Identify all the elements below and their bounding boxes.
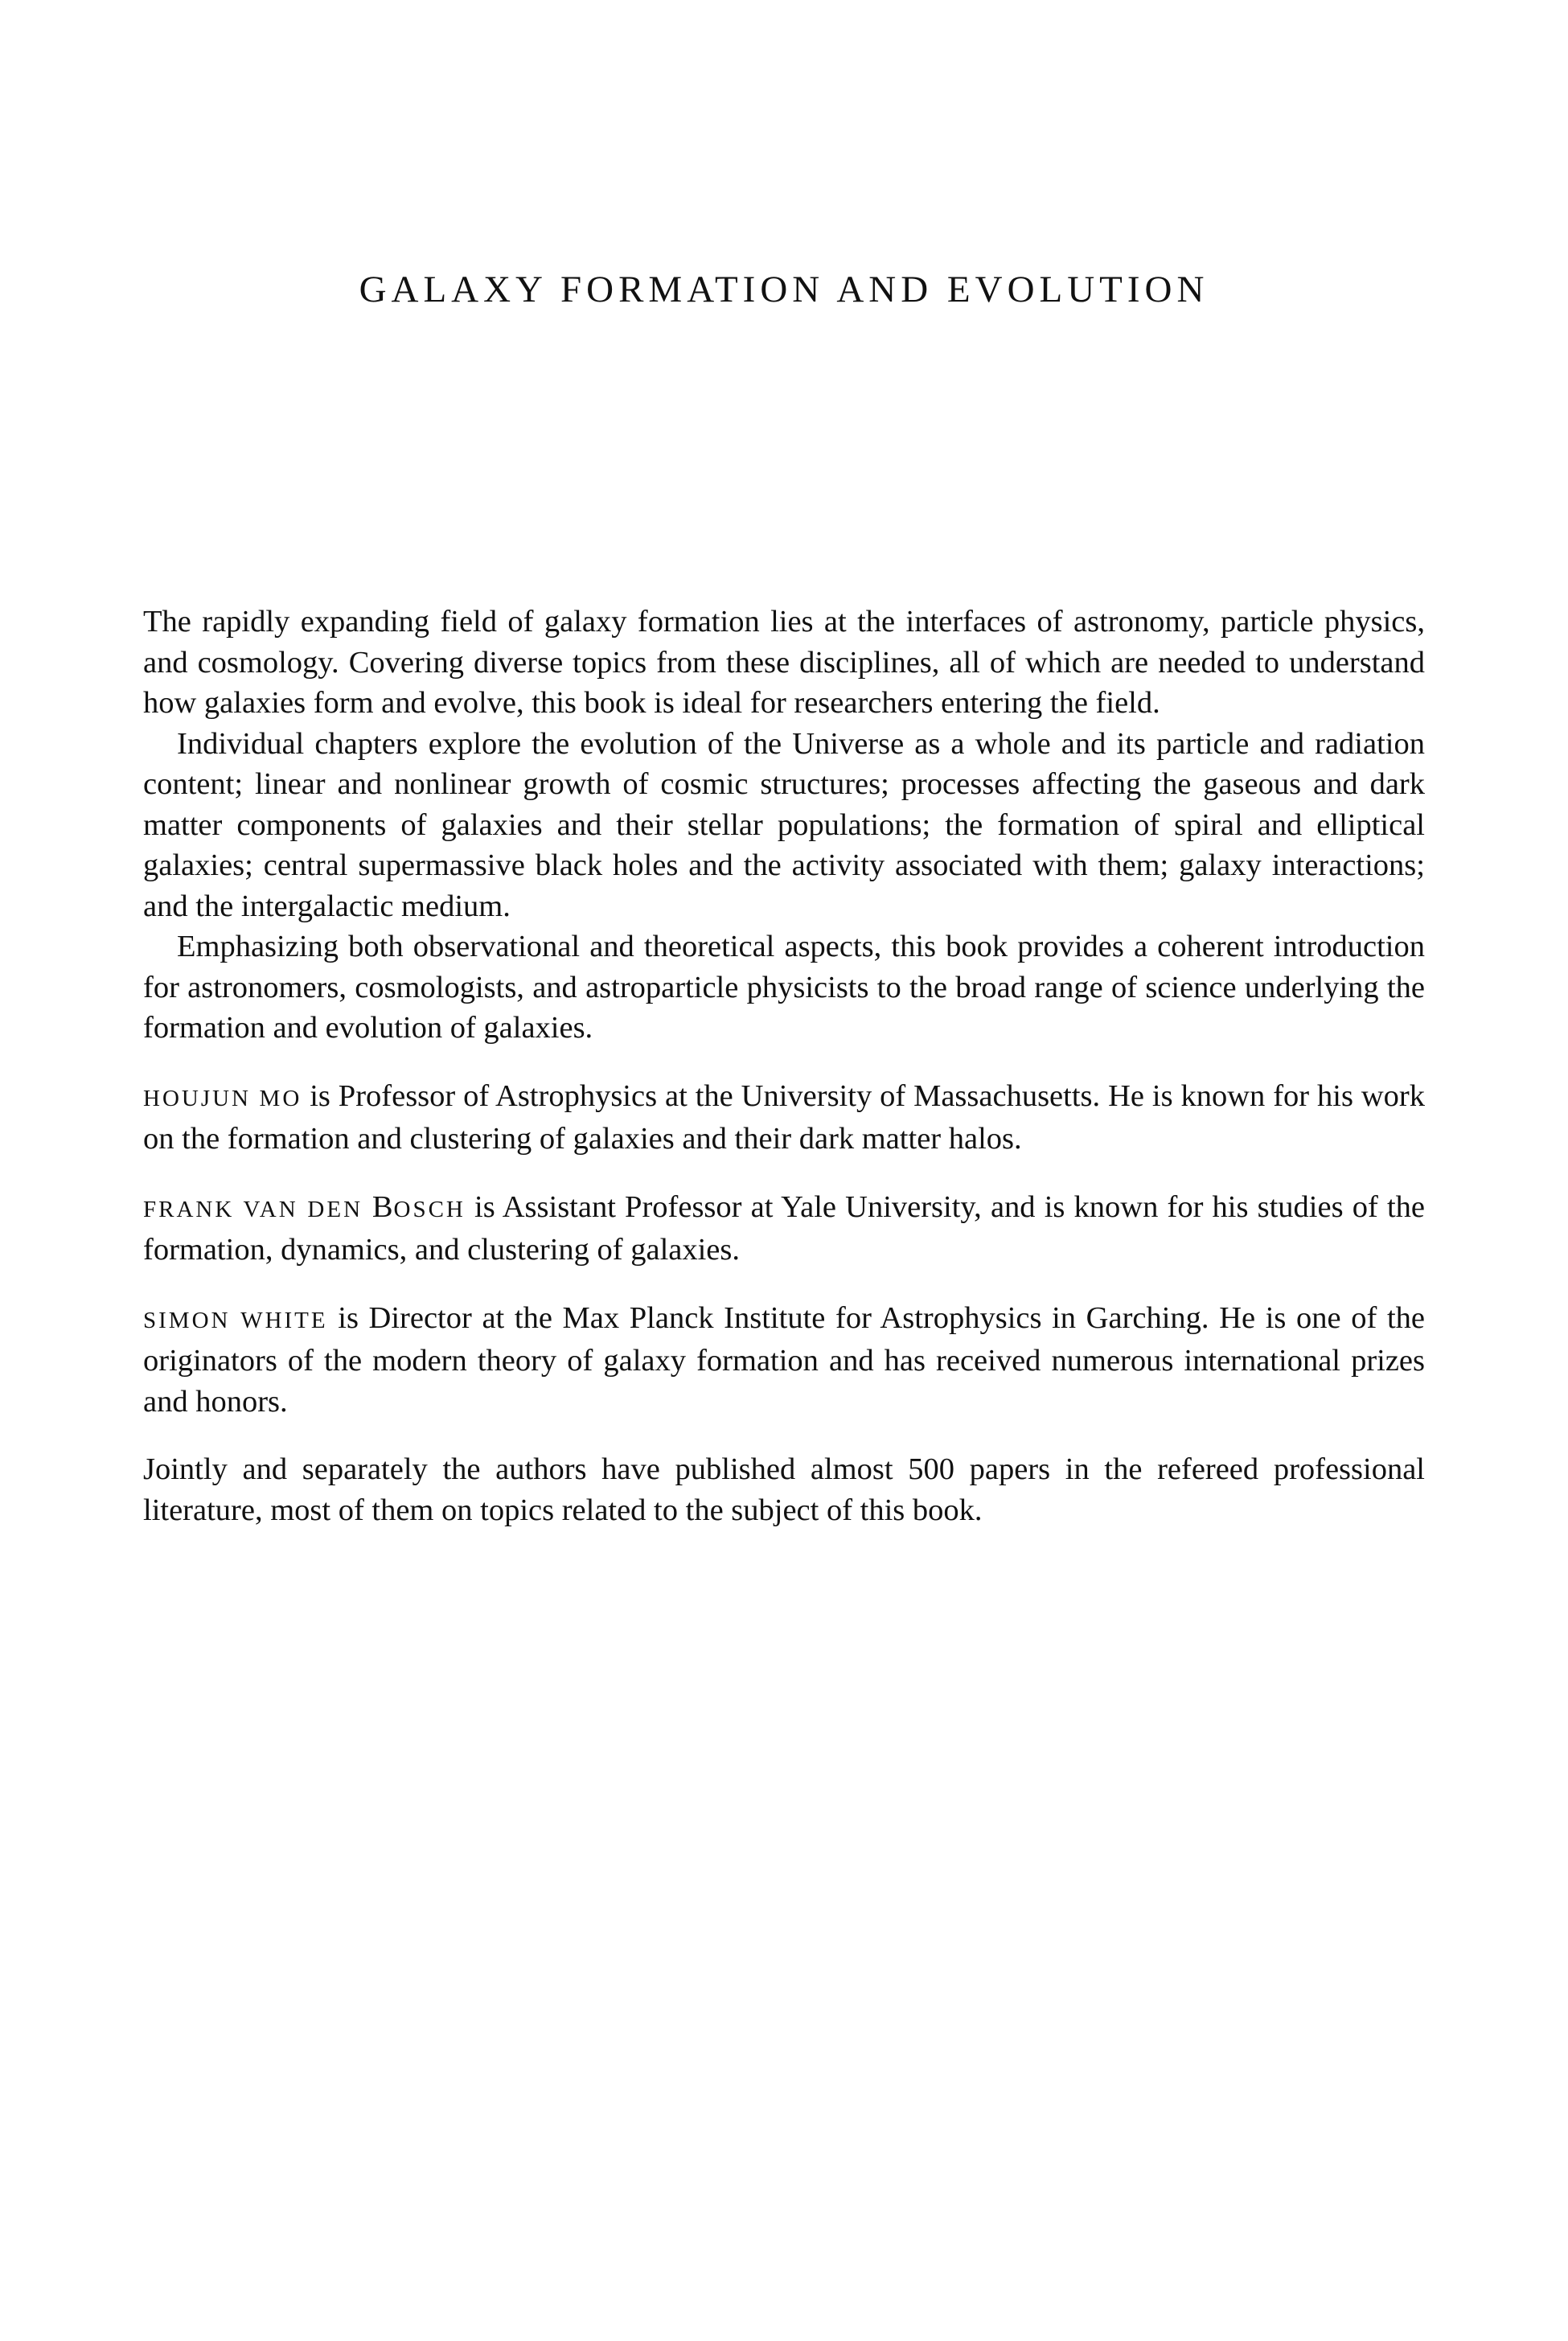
intro-paragraph-2: Individual chapters explore the evolution of the Universe as a whole and its particle and radiation content; linear and nonlinear growth of cosmic structures; processes affecting the gaseous and dark matter components of galaxies and their stellar populations; the formation of spiral and elliptical galaxies; central supermassive black holes and the activity associated with them; galaxy interactions; and the intergalactic medium. bbox=[143, 726, 1425, 923]
author-name-white: SIMON WHITE bbox=[143, 1307, 328, 1333]
author-bio-white bbox=[143, 1298, 1425, 1423]
book-description bbox=[143, 602, 1425, 1530]
author-bio-text-mo: is Professor of Astrophysics at the University of Massachusetts. He is known for his work on the formation and clustering of galaxies and their dark matter halos. bbox=[143, 1078, 1425, 1156]
author-name-mo: HOUJUN MO bbox=[143, 1085, 302, 1111]
intro-paragraph-1: The rapidly expanding field of galaxy formation lies at the interfaces of astronomy, particle physics, and cosmology. Covering diverse topics from these disciplines, all of which are needed to understand how galaxies form and evolve, this book is ideal for researchers entering the field. bbox=[143, 605, 1425, 720]
page-title: GALAXY FORMATION AND EVOLUTION bbox=[359, 269, 1209, 310]
intro-paragraph-3: Emphasizing both observational and theoretical aspects, this book provides a coherent introduction for astronomers, cosmologists, and astroparticle physicists to the broad range of science underlying the formation and evolution of galaxies. bbox=[143, 930, 1425, 1045]
author-name-van-den-bosch-part2: OSCH bbox=[393, 1196, 466, 1222]
author-bio-text-van-den-bosch: is Assistant Professor at Yale University, and is known for his studies of the formation, dynamics, and clustering of galaxies. bbox=[143, 1189, 1425, 1267]
closing-paragraph: Jointly and separately the authors have published almost 500 papers in the refereed professional literature, most of them on topics related to the subject of this book. bbox=[143, 1452, 1425, 1527]
author-name-van-den-bosch-part1: FRANK VAN DEN bbox=[143, 1196, 372, 1222]
author-name-van-den-bosch-cap: B bbox=[371, 1189, 394, 1224]
author-bio-mo bbox=[143, 1076, 1425, 1160]
author-bio-text-white: is Director at the Max Planck Institute for Astrophysics in Garching. He is one of the originators of the modern theory of galaxy formation and has received numerous international prizes and honors. bbox=[143, 1300, 1426, 1419]
author-bio-van-den-bosch bbox=[143, 1187, 1425, 1271]
